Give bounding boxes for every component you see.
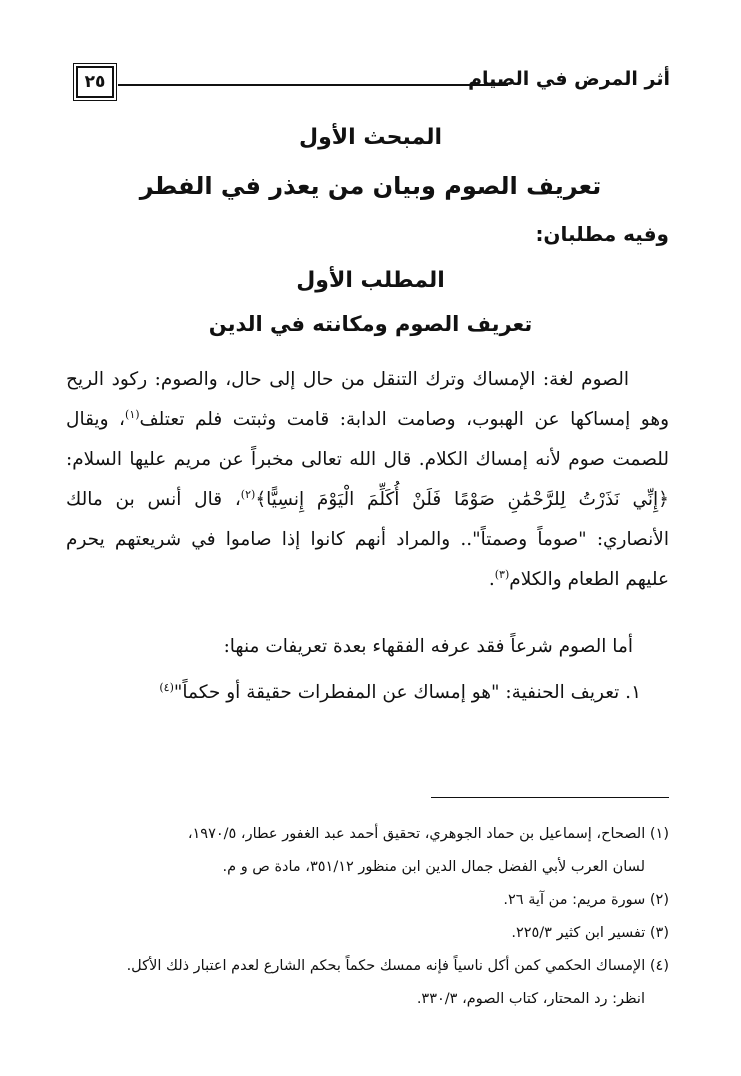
paragraph-text: . (488, 569, 495, 590)
body-text (66, 360, 669, 600)
footnote-ref: (٣) (494, 567, 510, 581)
paragraph-text: ، ويقال للصمت صوم لأنه إمساك الكلام. قال الله تعالى مخبراً عن مريم عليها السلام: ﴿إِنِّي نَذَرْتُ لِلرَّحْمَٰنِ صَوْمًا فَلَنْ أُكَلِّمَ الْيَوْمَ إِنسِيًّا﴾ (66, 409, 670, 510)
footnote-separator (431, 797, 669, 798)
footnotes (60, 818, 669, 1016)
paragraph-text: ، قال أنس بن مالك الأنصاري: "صوماً وصمتاً".. والمراد أنهم كانوا إذا صاموا في شريعتهم يحرم عليهم الطعام والكلام (66, 489, 669, 590)
section-title: تعريف الصوم وبيان من يعذر في الفطر (139, 172, 602, 200)
paragraph-legal-definition: أما الصوم شرعاً فقد عرفه الفقهاء بعدة تعريفات منها: (223, 636, 633, 657)
footnote-ref: (٤) (159, 680, 174, 694)
footnote-4: (٤) الإمساك الحكمي كمن أكل ناسياً فإنه ممسك حكماً بحكم الشارع لعدم اعتبار ذلك الأكل. (126, 958, 669, 974)
paragraph-text: الصوم لغة: الإمساك وترك التنقل من حال إلى حال، والصوم: ركود الريح وهو إمساكها عن الهبوب، وصامت الدابة: قامت وثبتت فلم تعتلف (66, 369, 670, 430)
running-title: أثر المرض في الصيام (468, 68, 670, 90)
subsection-heading: المطلب الأول (296, 268, 445, 293)
list-item-number: ١. (625, 682, 641, 703)
list-item (66, 682, 641, 703)
page-header (76, 66, 670, 100)
footnote-1: (١) الصحاح، إسماعيل بن حماد الجوهري، تحقيق أحمد عبد الغفور عطار، ١٩٧٠/٥، (187, 826, 669, 842)
footnote-2: (٢) سورة مريم: من آية ٢٦. (503, 892, 669, 908)
footnote-4-continuation: انظر: رد المحتار، كتاب الصوم، ٣٣٠/٣. (416, 991, 645, 1007)
paragraph-linguistic-definition (66, 360, 669, 600)
header-rule (118, 84, 508, 86)
footnote-ref: (٢) (240, 487, 256, 501)
footnote-ref: (١) (125, 407, 140, 421)
footnote-1-continuation: لسان العرب لأبي الفضل جمال الدين ابن منظور ٣٥١/١٢، مادة ص و م. (222, 859, 645, 875)
subsection-title: تعريف الصوم ومكانته في الدين (208, 312, 533, 336)
footnote-3: (٣) تفسير ابن كثير ٢٢٥/٣. (511, 925, 669, 941)
list-item-text: تعريف الحنفية: "هو إمساك عن المفطرات حقيقة أو حكماً" (173, 682, 620, 703)
page-number: ٢٥ (76, 66, 114, 98)
subsections-label: وفيه مطلبان: (535, 222, 669, 246)
section-heading: المبحث الأول (298, 125, 443, 150)
